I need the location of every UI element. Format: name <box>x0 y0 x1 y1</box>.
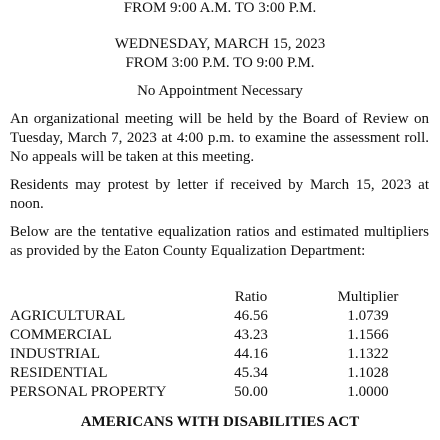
session2-date: WEDNESDAY, MARCH 15, 2023 <box>114 36 326 52</box>
multiplier-value: 1.0000 <box>347 384 389 400</box>
ratio-value: 50.00 <box>234 384 268 400</box>
ratios-intro-paragraph: Below are the tentative equalization ratios and estimated multipliers as provided by the Eaton County Equalization Department: <box>10 224 429 259</box>
session2-hours: FROM 3:00 P.M. TO 9:00 P.M. <box>125 55 315 71</box>
ratio-value: 45.34 <box>234 365 268 381</box>
protest-paragraph: Residents may protest by letter if received by March 15, 2023 at noon. <box>10 177 429 212</box>
property-class: AGRICULTURAL <box>10 308 126 324</box>
table-row <box>10 326 430 345</box>
ratio-value: 44.16 <box>234 346 268 362</box>
ratio-value: 46.56 <box>234 308 268 324</box>
multiplier-value: 1.1322 <box>347 346 389 362</box>
property-class: INDUSTRIAL <box>10 346 100 362</box>
property-class: COMMERCIAL <box>10 327 112 343</box>
property-class: PERSONAL PROPERTY <box>10 384 167 400</box>
property-class: RESIDENTIAL <box>10 365 108 381</box>
organizational-meeting-paragraph: An organizational meeting will be held by the Board of Review on Tuesday, March 7, 2023 at 4:00 p.m. to examine the assessment roll. No appeals will be taken at this meeting. <box>10 111 429 165</box>
table-row <box>10 345 430 364</box>
no-appointment-note: No Appointment Necessary <box>137 83 303 99</box>
ratio-value: 43.23 <box>234 327 268 343</box>
table-row <box>10 383 430 402</box>
table-header-row <box>10 288 430 307</box>
ada-heading: AMERICANS WITH DISABILITIES ACT <box>80 414 360 430</box>
table-row <box>10 307 430 326</box>
table-header-multiplier: Multiplier <box>337 289 399 305</box>
session1-hours: FROM 9:00 A.M. TO 3:00 P.M. <box>123 0 317 16</box>
table-row <box>10 364 430 383</box>
multiplier-value: 1.0739 <box>347 308 389 324</box>
multiplier-value: 1.1566 <box>347 327 389 343</box>
multiplier-value: 1.1028 <box>347 365 389 381</box>
table-header-ratio: Ratio <box>234 289 268 305</box>
